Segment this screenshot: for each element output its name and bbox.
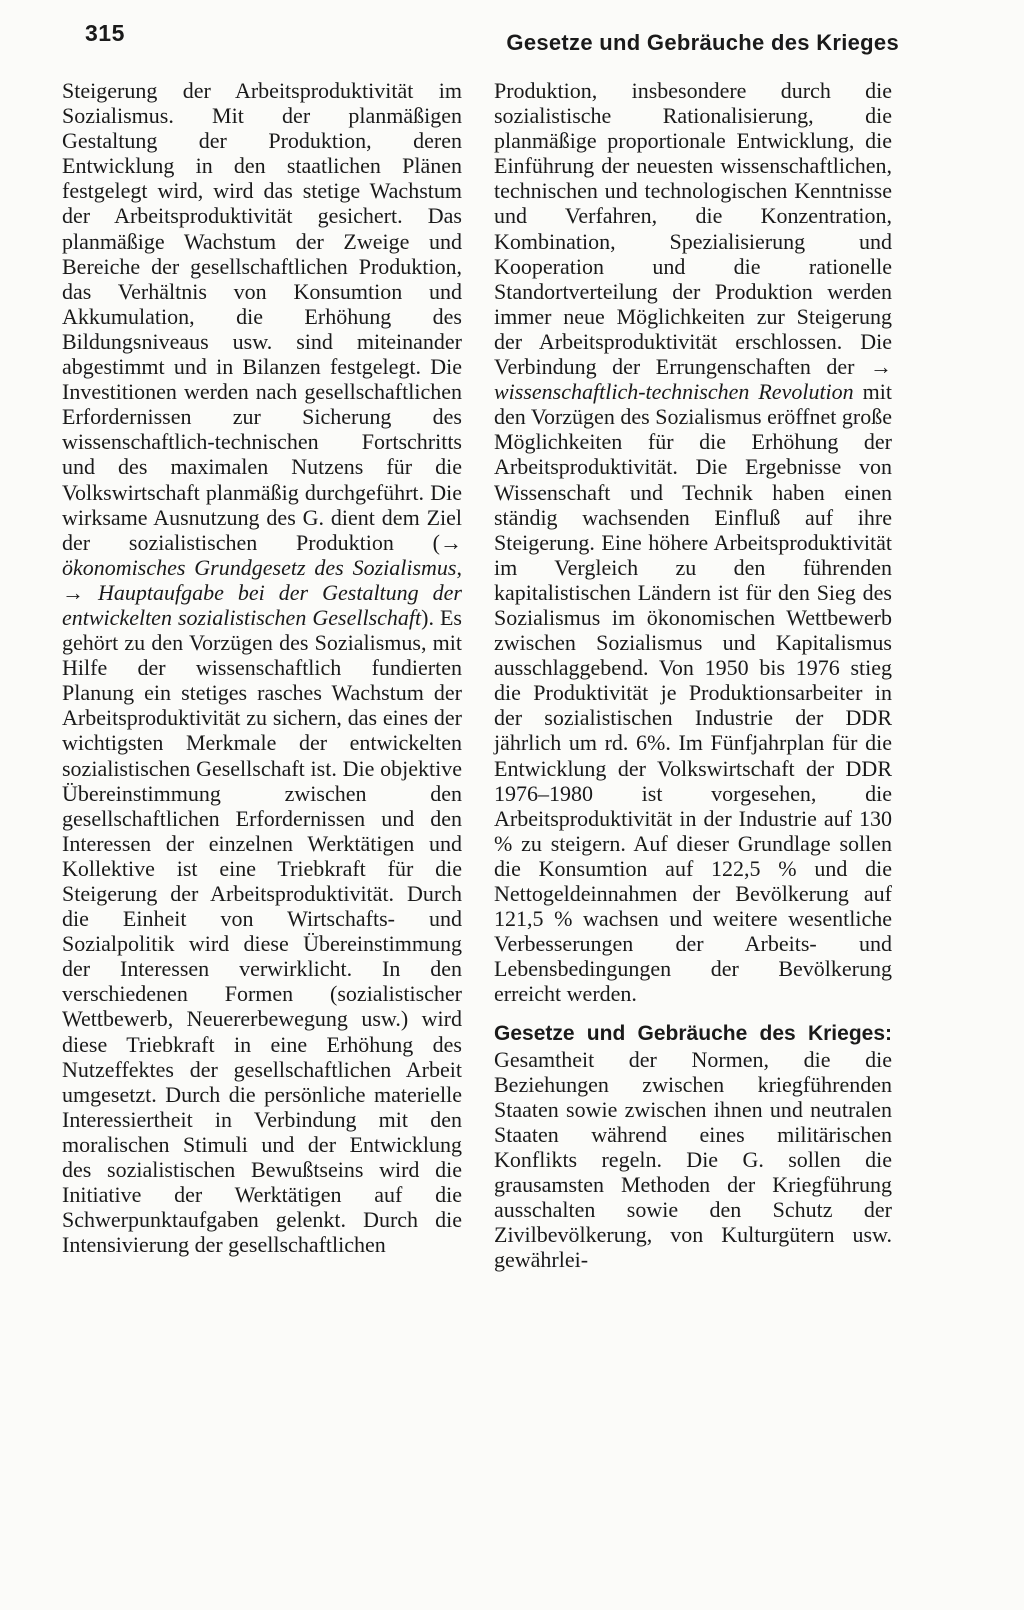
left-text-2: , → [62, 554, 462, 605]
left-text-1: Steigerung der Arbeitsproduktivität im Sozialismus. Mit der planmäßigen Gestaltung der Produktion, deren Entwicklung in den staatlichen Plänen festgelegt wird, wird das stetige Wachstum der Arbeitsproduktivität gesichert. Das planmäßige Wachstum der Zweige und Bereiche der gesellschaftlichen Produktion, das Verhältnis von Konsumtion und Akkumulation, die Erhöhung des Bildungsniveaus usw. sind miteinander abgestimmt und in Bilanzen festgelegt. Die Investitionen werden nach gesellschaftlichen Erfordernissen zur Sicherung des wissenschaftlich-technischen Fortschritts und des maximalen Nutzens für die Volkswirtschaft planmäßig durchgeführt. Die wirksame Ausnutzung des G. dient dem Ziel der sozialistischen Produktion (→ [62, 78, 462, 555]
dictionary-entry [494, 1020, 892, 1272]
running-head: Gesetze und Gebräuche des Krieges [506, 30, 899, 55]
entry-title: Gesetze und Gebräuche des Krieges: [494, 1022, 892, 1046]
right-text-1: Produktion, insbesondere durch die sozialistische Rationalisierung, die planmäßige proportionale Entwicklung, die Einführung der neuesten wissenschaftlichen, technischen und technologischen Kenntnisse und Verfahren, die Konzentration, Kombination, Spezialisierung und Kooperation und die rationelle Standortverteilung der Produktion werden immer neue Möglichkeiten zur Steigerung der Arbeitsproduktivität erschlossen. Die Verbindung der Errungenschaften der → [494, 78, 892, 380]
page-number: 315 [85, 20, 125, 46]
entry-text: Gesamtheit der Normen, die die Beziehungen zwischen kriegführenden Staaten sowie zwischen ihnen und neutralen Staaten während eines militärischen Konflikts regeln. Die G. sollen die grausamsten Methoden der Kriegführung ausschalten sowie den Schutz der Zivilbevölkerung, von Kulturgütern usw. gewährlei- [494, 1046, 892, 1273]
left-text-3: ). Es gehört zu den Vorzügen des Sozialismus, mit Hilfe der wissenschaftlich fundierten Planung ein stetiges rasches Wachstum der Arbeitsproduktivität zu sichern, das eines der wichtigsten Merkmale der entwickelten sozialistischen Gesellschaft ist. Die objektive Übereinstimmung zwischen den gesellschaftlichen Erfordernissen und den Interessen der einzelnen Werktätigen und Kollektive ist eine Triebkraft für die Steigerung der Arbeitsproduktivität. Durch die Einheit von Wirtschafts- und Sozialpolitik wird diese Übereinstimmung der Interessen verwirklicht. In den verschiedenen Formen (sozialistischer Wettbewerb, Neuererbewegung usw.) wird diese Triebkraft in eine Erhöhung des Nutzeffektes der gesellschaftlichen Arbeit umgesetzt. Durch die persönliche materielle Interessiertheit in Verbindung mit den moralischen Stimuli und der Entwicklung des sozialistischen Bewußtseins wird die Initiative der Werktätigen auf die Schwerpunktaufgaben gelenkt. Durch die Intensivierung der gesellschaftlichen [62, 604, 462, 1258]
left-column [62, 78, 462, 1257]
right-text-2: mit den Vorzügen des Sozialismus eröffnet große Möglichkeiten für die Erhöhung der Arbeitsproduktivität. Die Ergebnisse von Wissenschaft und Technik haben einen ständig wachsenden Einfluß auf ihre Steigerung. Eine höhere Arbeitsproduktivität im Vergleich zu den führenden kapitalistischen Ländern ist für den Sieg des Sozialismus im ökonomischen Wettbewerb zwischen Sozialismus und Kapitalismus ausschlaggebend. Von 1950 bis 1976 stieg die Produktivität je Produktionsarbeiter in der sozialistischen Industrie der DDR jährlich um rd. 6%. Im Fünfjahrplan für die Entwicklung der Volkswirtschaft der DDR 1976–1980 ist vorgesehen, die Arbeitsproduktivität in der Industrie auf 130 % zu steigern. Auf dieser Grundlage sollen die Konsumtion auf 122,5 % und die Nettogeldeinnahmen der Bevölkerung auf 121,5 % wachsen und weitere wesentliche Verbesserungen der Arbeits- und Lebensbedingungen der Bevölkerung erreicht werden. [494, 379, 892, 1007]
left-paragraph [62, 78, 462, 1257]
right-paragraph [494, 78, 892, 1006]
cross-reference-link[interactable]: ökonomisches Grundgesetz des Sozialismus [62, 554, 457, 580]
cross-reference-link[interactable]: Hauptaufgabe bei der Gestaltung der entwickelten sozialistischen Gesellschaft [62, 579, 462, 630]
cross-reference-link[interactable]: wissenschaftlich-technischen Revolution [494, 379, 854, 405]
right-column [494, 78, 892, 1272]
